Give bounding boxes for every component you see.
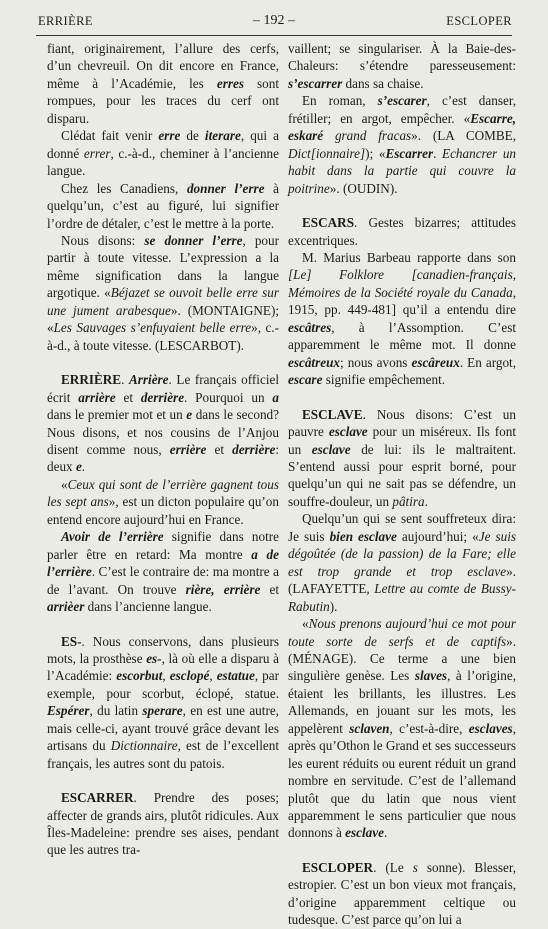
paragraph [288,615,516,842]
text-run: , est de l’excellent français, les autres sont du patois. [47,738,279,771]
paragraph [288,249,516,389]
text-run: . (Le [373,859,413,875]
text-run: aujourd’hui; « [396,528,479,544]
text-run: signifie empêchement. [322,372,446,388]
text-run: ». (LAFAYETTE, [288,563,516,597]
text-run: », est un dicton populaire qu’on entend encore aujourd’hui en France. [47,494,279,527]
headword-variant: donner l’erre [186,180,265,196]
headword-variant: rière, errière [185,581,261,597]
running-head-left: ERRIÈRE [38,14,93,28]
entry-headword: ES- [61,633,82,649]
entry-headword: ESCARS [302,215,355,231]
paragraph [288,859,516,929]
headword-variant: e [186,407,193,423]
text-run: dans le second? Nous disons, et nos cousins de l’Anjou disent comme nous, [47,407,279,457]
headword-variant: a de l’errière [47,546,279,580]
headword-variant: a [272,389,279,405]
paragraph [47,40,279,127]
italic-run: Dict[ionnaire] [288,145,366,161]
entry-headword: ERRIÈRE [61,372,122,388]
text-run: , à l’Assomption. C’est apparemment le même mot. Il donne [288,319,516,353]
text-run: : deux [47,441,279,475]
bold-italic-run [61,529,164,544]
text-run: , pour partir à toute vitesse. L’expression a la même signification dans la langue argotique. « [47,232,279,301]
headword-variant: Escarre, eskaré [288,110,516,144]
text-run: , après qu’Othon le Grand et ses successeurs les eurent réduits ou eurent réduit un grand nombre en servitude. C’est de l’allemand plutôt que du latin que nous vient apparemment le sens particulier que nous donnons à [288,720,516,841]
headword-variant: es- [146,650,162,666]
text-run: ). [329,598,338,614]
text-run: , à l’origine, étaient les brillants, les illustres. Les Allemands, en jouant sur les mots, les appelèrent [288,668,516,736]
bold-italic-run [272,390,279,405]
text-run: de [180,128,205,144]
text-run: . Gestes bizarres; attitudes excentriques. [288,215,516,248]
text-run: signifie dans notre parler être en retard: Ma montre [47,529,279,562]
bold-italic-run [329,424,368,439]
paragraph [47,127,279,179]
bold-italic-run [411,355,459,370]
paragraph [288,510,516,615]
bold-italic-run [288,355,340,370]
text-run: ». (OUDIN). [329,180,398,196]
italic-run: grand fracas [334,128,412,144]
text-run: , du latin [89,703,143,719]
text-run: fiant, originairement, l’allure des cerfs, d’un chevreuil. On dit encore en France, même à l’Académie, les [47,41,279,91]
headword-variant: derrière [140,389,185,405]
text-run: , par exemple, pour scorbut, éclopé, statue. [47,668,280,701]
text-run: , en est une autre, mais celle-ci, ayant trouvé grâce devant les artisans du [47,703,279,754]
text-run: . Pourquoi un [184,389,273,405]
headword-variant: esclave [311,441,351,457]
text-run: . Prendre des poses; affecter de grands airs, plutôt ridicules. Aux Îles-Madeleine: prendre ses aises, pendant que les autres tra- [47,790,279,858]
bold-italic-run [47,703,90,718]
text-run: M. Marius Barbeau rapporte dans son [302,249,516,265]
text-run: « [61,476,68,492]
text-run: , c’est-à-dire, [389,720,469,736]
italic-run: Dictionnaire [110,738,178,754]
paragraph [288,92,516,197]
headword-variant: Espérer [47,703,90,719]
text-run: et [115,389,141,405]
text-run: Clédat fait venir [61,128,159,144]
headword-variant: Arrière [128,372,169,388]
text-run: , [209,668,217,684]
text-run: , c’est danser, frétiller; en argot, empêcher. « [288,93,516,126]
text-run: Nous disons: [61,232,145,248]
headword-variant: erres [216,75,244,91]
bold-italic-run [158,128,180,143]
bold-italic-run [141,390,184,405]
bold-italic-run [142,703,182,718]
italic-run: Lettre au comte de Bussy-Rabutin [288,581,517,614]
bold-italic-run [288,372,322,387]
text-run: . Le français officiel écrit [47,372,280,405]
bold-italic-run [217,668,255,683]
text-run: ». (MÉNAGE). Ce terme a une bien singulière genèse. Les [288,633,516,684]
text-run: Quelqu’un qui se sent souffreteux dira: Je suis [288,511,516,544]
headword-variant: e [75,459,82,475]
italic-run: Ceux qui sont de l’errière gagnent tous les sept ans [47,476,279,510]
bold-italic-run [144,233,242,248]
text-run: et [260,581,279,597]
text-run: ». (LA COMBE, [411,128,517,144]
text-run: , qui a donné [47,128,279,161]
bold-italic-run [170,668,210,683]
text-run: . [424,493,428,509]
paragraph [47,476,279,528]
headword-variant: esclaves [468,720,513,736]
paragraph [288,406,516,511]
headword-variant: s’escarer [377,93,427,109]
italic-run: [Le] Folklore [canadien-français, Mémoires de la Société royale du Canada [288,267,516,300]
text-run: ». (MONTAIGNE); « [47,302,279,336]
bold-italic-run [385,146,433,161]
italic-run: Je suis dégoûtée (de la passion) de la Fare; elle est trop grande et trop esclave [288,528,516,579]
entry-headword: ESCLOPER [302,859,374,875]
headword-variant: sclaven [349,720,390,736]
bold-italic-run [47,599,84,614]
text-run: dans le premier mot et un [47,407,187,423]
paragraph [47,371,279,476]
headword-variant: derrière [232,441,276,457]
text-run: ; nous avons [340,354,412,370]
headword-variant: estatue [216,668,255,684]
bold-italic-run [78,390,115,405]
headword-variant: slaves [414,668,448,684]
text-run: dans sa chaise. [342,75,424,91]
text-run: En roman, [302,93,378,109]
italic-run: Echancrer un habit dans la partie qui couvre la poitrine [288,145,517,196]
bold-italic-run [116,668,162,683]
text-run: à quelqu’un, c’est au figuré, lui signifier l’ordre de détaler, c’est le mettre à la porte. [47,180,279,231]
bold-italic-run [170,442,207,457]
bold-italic-run [330,529,397,544]
text-run: . [81,459,86,475]
paragraph [288,40,516,92]
headword-variant: escorbut [116,668,163,684]
text-run: », c.-à-d., à toute vitesse. (LESCARBOT). [47,320,279,353]
text-run: , 1915, pp. 449-481] qu’il a entendu dire [288,284,516,318]
italic-run: Les Sauvages s’enfuyaient belle erre [53,320,252,336]
text-run: sonne). Blesser, estropier. C’est un bon vieux mot français, d’origine apparemment celtique ou tudesque. C’est parce qu’on lui a [288,859,516,928]
headword-variant: bien esclave [329,528,397,544]
text-run: dans l’ancienne langue. [84,599,212,615]
left-column [47,40,279,859]
headword-variant: Avoir de l’errière [61,529,164,545]
paragraph [47,789,279,859]
bold-italic-run [205,128,241,143]
text-run: , là où elle a disparu à l’Académie: [47,650,279,684]
text-run [323,128,335,143]
bold-italic-run [217,76,244,91]
entry-headword: ESCARRER [61,790,134,806]
text-run: . Nous conservons, dans plusieurs mots, la prosthèse [47,633,279,666]
headword-variant: iterare [204,128,241,144]
text-run: ); « [365,145,386,161]
text-run: . Nous disons: C’est un pauvre [288,406,516,440]
text-run: pour un miséreux. Ils font un [288,424,516,457]
text-run: vaillent; se singulariser. À la Baie-des-Chaleurs: s’étendre paresseusement: [288,41,516,74]
bold-italic-run [469,721,513,736]
headword-variant: Escarrer [385,145,434,161]
italic-run: Nous prenons aujourd’hui ce mot pour toute sorte de serfs et de captifs [288,616,516,649]
headword-variant: esclopé [169,668,210,684]
italic-run: s [412,859,418,875]
text-run: , [162,668,170,684]
bold-italic-run [378,93,427,108]
paragraph [47,232,279,354]
headword-variant: sperare [142,703,183,719]
bold-italic-run [129,372,169,387]
bold-italic-run [186,582,261,597]
headword-variant: errière [169,441,207,457]
text-run: de lui: ils le maltraitent. S’entend aussi pour esprit borné, pour quelqu’un qui ne sait pas se défendre, un souffre-douleur, un [288,441,516,509]
text-run: sont rompues, pour les traces du cerf ont disparu. [47,75,280,126]
header-rule [36,35,512,36]
paragraph [47,180,279,232]
bold-italic-run [288,320,331,335]
headword-variant: esclave [328,424,368,440]
paragraph [47,528,279,615]
bold-italic-run [187,181,265,196]
text-run: . [383,825,388,841]
bold-italic-run [312,442,351,457]
italic-run: pâtira [392,493,425,509]
headword-variant: escâtres [288,319,332,335]
page-number: – 192 – [253,13,295,28]
bold-italic-run [146,651,161,666]
paragraph [288,214,516,249]
headword-variant: s’escarrer [288,75,343,91]
italic-run: Béjazet se ouvoit belle erre sur une jument arabesque [47,285,280,318]
headword-variant: esclave [345,825,384,841]
headword-variant: se donner l’erre [144,232,243,248]
text-run: « [302,616,309,632]
bold-italic-run [232,442,275,457]
text-run: . [121,372,129,388]
text-run: , c.-à-d., cheminer à l’ancienne langue. [47,145,279,179]
text-run: Chez les Canadiens, [61,180,187,196]
text-run: . C’est le contraire de: ma montre a de l’avant. On trouve [47,564,279,597]
headword-variant: arrièer [47,599,85,615]
bold-italic-run [415,668,447,683]
paragraph [47,633,279,773]
running-head-right: ESCLOPER [446,14,512,28]
headword-variant: escare [288,372,323,388]
bold-italic-run [288,76,342,91]
headword-variant: arrière [78,389,116,405]
entry-headword: ESCLAVE [302,406,363,422]
headword-variant: escâreux [411,354,460,370]
text-run: et [206,441,233,457]
bold-italic-run [345,825,384,840]
text-run: . [433,145,443,161]
headword-variant: escâtreux [288,354,341,370]
text-run: . En argot, [459,354,516,370]
right-column [288,40,516,929]
bold-italic-run [349,721,389,736]
italic-run: errer [83,145,111,161]
headword-variant: erre [158,128,181,144]
